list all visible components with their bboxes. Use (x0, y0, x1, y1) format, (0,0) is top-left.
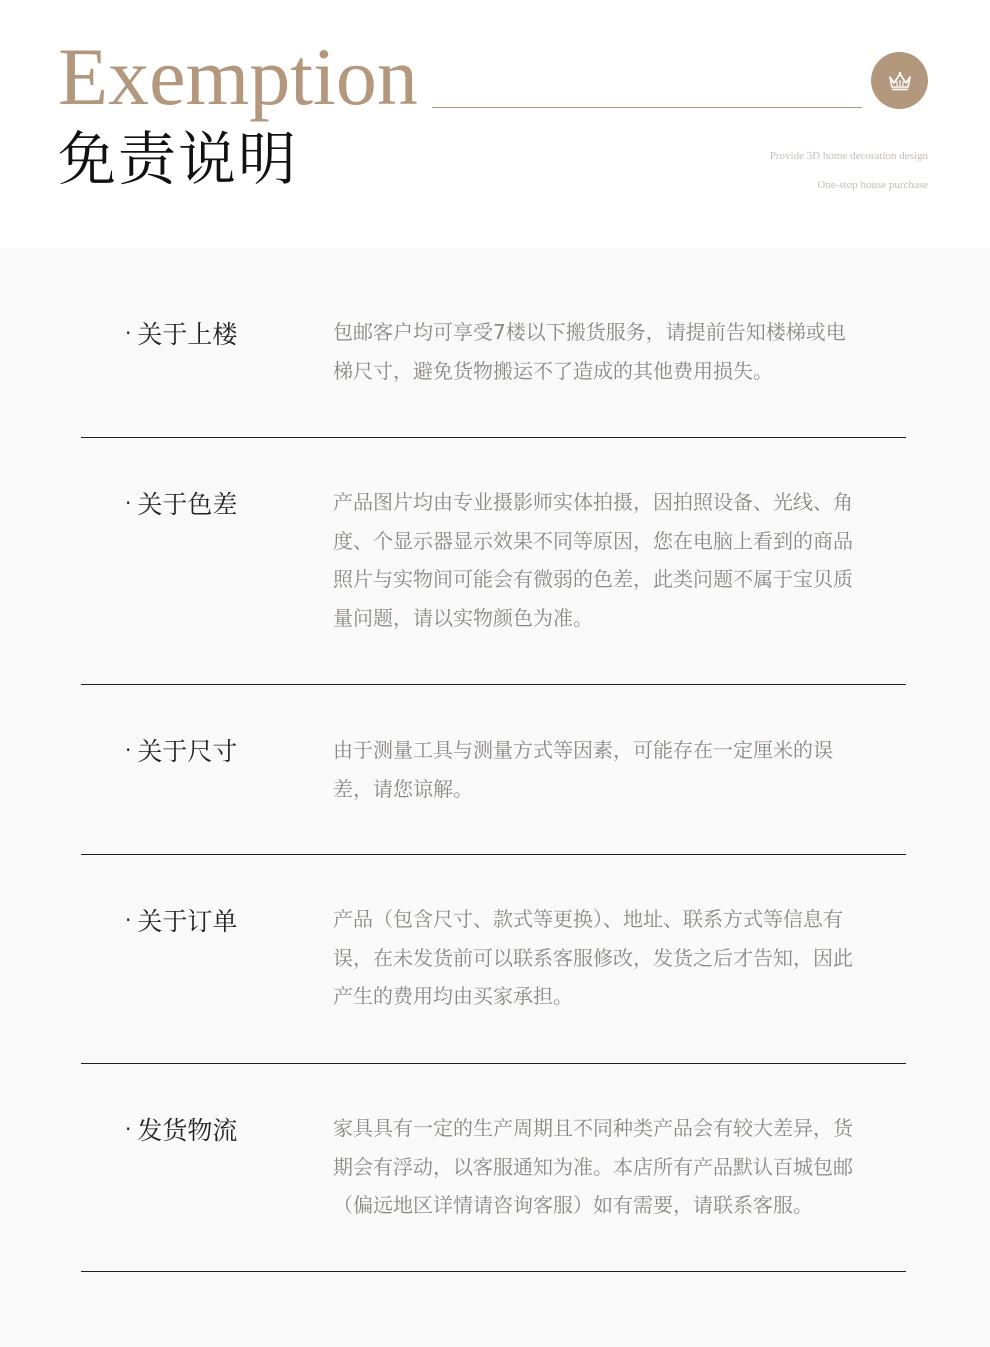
section-stairs (81, 248, 906, 438)
tagline-design: Provide 3D home decoration design (769, 150, 928, 162)
section-text: 由于测量工具与测量方式等因素，可能存在一定厘米的误差，请您谅解。 (333, 738, 833, 801)
section-label (125, 909, 237, 934)
bullet-dot: · (125, 908, 132, 932)
section-color (81, 438, 906, 685)
section-label-text: 关于订单 (137, 907, 238, 936)
section-text: 包邮客户均可享受7楼以下搬货服务，请提前告知楼梯或电梯尺寸，避免货物搬运不了造成的其他费用损失。 (333, 320, 846, 383)
section-text: 产品图片均由专业摄影师实体拍摄，因拍照设备、光线、角度、个显示器显示效果不同等原因，您在电脑上看到的商品照片与实物间可能会有微弱的色差，此类问题不属于宝贝质量问题，请以实物颜色为准。 (333, 490, 853, 631)
title-divider (432, 107, 862, 108)
crown-badge (871, 52, 928, 109)
section-text: 家具具有一定的生产周期且不同种类产品会有较大差异，货期会有浮动，以客服通知为准。本店所有产品默认百城包邮（偏远地区详情请咨询客服）如有需要，请联系客服。 (333, 1116, 853, 1218)
section-size (81, 685, 906, 855)
bullet-dot: · (125, 321, 132, 345)
tagline-purchase: One-stop house purchase (817, 179, 928, 191)
bullet-dot: · (125, 1117, 132, 1141)
section-label (125, 492, 237, 517)
bullet-dot: · (125, 491, 132, 515)
section-label (125, 322, 237, 347)
title-cn: 免责说明 (58, 125, 299, 193)
section-label (125, 1118, 237, 1143)
title-en: Exemption (58, 31, 418, 122)
crown-icon (888, 71, 912, 91)
section-shipping (81, 1064, 906, 1272)
section-label-text: 发货物流 (137, 1116, 238, 1145)
content-panel (0, 248, 990, 1347)
section-order (81, 855, 906, 1064)
section-label-text: 关于尺寸 (137, 737, 238, 766)
section-label (125, 739, 237, 764)
section-text: 产品（包含尺寸、款式等更换）、地址、联系方式等信息有误，在未发货前可以联系客服修改，发货之后才告知，因此产生的费用均由买家承担。 (333, 907, 853, 1009)
section-label-text: 关于色差 (137, 490, 238, 519)
bullet-dot: · (125, 738, 132, 762)
header (0, 0, 990, 248)
section-label-text: 关于上楼 (137, 320, 238, 349)
